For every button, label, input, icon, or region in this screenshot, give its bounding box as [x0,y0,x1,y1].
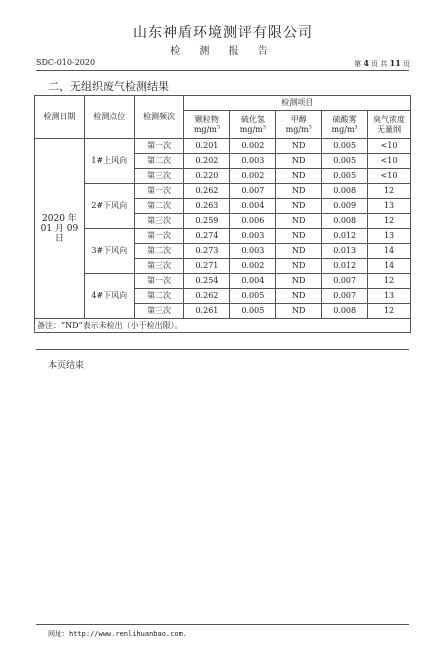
value-cell: 0.012 [322,259,368,274]
header-item-4 [368,111,411,139]
item-unit [230,125,275,135]
header-item-0 [184,111,230,139]
page-number: 4 [363,58,369,68]
frequency-cell: 第一次 [134,229,184,244]
frequency-cell: 第三次 [134,214,184,229]
date-line: 01 月 09 [40,223,79,234]
value-cell: 0.013 [322,244,368,259]
frequency-cell: 第二次 [134,199,184,214]
results-table [34,95,411,333]
value-cell: 0.004 [230,199,276,214]
value-cell: ND [276,139,322,154]
value-cell: 14 [368,244,411,259]
frequency-cell: 第三次 [134,259,184,274]
value-cell: 0.271 [184,259,230,274]
item-name: 甲醇 [290,114,307,124]
value-cell: 0.005 [322,154,368,169]
value-cell: 12 [368,274,411,289]
frequency-cell: 第二次 [134,154,184,169]
value-cell: 0.008 [322,304,368,319]
value-cell: 0.007 [230,184,276,199]
unit-base: 无量纲 [377,124,402,134]
date-cell [35,139,85,319]
value-cell: 0.259 [184,214,230,229]
value-cell: ND [276,184,322,199]
unit-exponent: 3 [354,123,358,130]
value-cell: 0.273 [184,244,230,259]
value-cell: 0.003 [230,229,276,244]
value-cell: 0.005 [322,139,368,154]
value-cell: 0.008 [322,214,368,229]
table-row [35,229,411,244]
value-cell: 0.007 [322,289,368,304]
value-cell: 0.008 [322,184,368,199]
footer-divider [36,624,409,625]
value-cell: 0.007 [322,274,368,289]
header-divider [36,70,409,71]
value-cell: ND [276,214,322,229]
value-cell: 0.202 [184,154,230,169]
value-cell: ND [276,289,322,304]
document-number: SDC-010-2020 [36,58,96,67]
unit-base: mg/m [239,124,263,134]
header-item-2 [276,111,322,139]
header-row [35,96,411,111]
value-cell: 0.262 [184,289,230,304]
unit-exponent: 3 [262,123,266,130]
value-cell: 0.005 [230,289,276,304]
note-cell: 备注：“ND”表示未检出（小于检出限）。 [35,319,411,333]
frequency-cell: 第三次 [134,304,184,319]
header-item-1 [230,111,276,139]
page-end-text: 本页结束 [48,361,85,371]
table-row [35,139,411,154]
unit-base: mg/m [331,124,355,134]
item-name: 硫酸雾 [332,114,357,124]
header-frequency: 检测频次 [134,96,184,139]
page-prefix: 第 [354,60,362,68]
value-cell: ND [276,259,322,274]
frequency-cell: 第一次 [134,139,184,154]
value-cell: <10 [368,154,411,169]
value-cell: 12 [368,304,411,319]
frequency-cell: 第三次 [134,169,184,184]
point-cell: 4#下风向 [84,274,134,319]
point-cell: 1#上风向 [84,139,134,184]
value-cell: 12 [368,184,411,199]
value-cell: 0.254 [184,274,230,289]
value-cell: 0.005 [230,304,276,319]
company-name: 山东神盾环境测评有限公司 [133,25,313,41]
value-cell: ND [276,169,322,184]
frequency-cell: 第一次 [134,274,184,289]
page-mid: 页 共 [371,60,388,68]
frequency-cell: 第二次 [134,244,184,259]
note-row [35,319,411,333]
item-name: 颗粒物 [194,114,219,124]
value-cell: 0.201 [184,139,230,154]
item-unit [368,125,410,135]
page-indicator [354,58,410,69]
header-date: 检测日期 [35,96,85,139]
unit-base: mg/m [193,124,217,134]
value-cell: 0.220 [184,169,230,184]
unit-exponent: 3 [308,123,312,130]
table-row [35,274,411,289]
value-cell: 14 [368,259,411,274]
point-cell: 3#下风向 [84,229,134,274]
value-cell: <10 [368,169,411,184]
value-cell: 0.006 [230,214,276,229]
value-cell: 0.261 [184,304,230,319]
value-cell: ND [276,274,322,289]
unit-exponent: 3 [216,123,221,130]
value-cell: ND [276,244,322,259]
value-cell: 0.274 [184,229,230,244]
value-cell: 0.012 [322,229,368,244]
value-cell: 13 [368,199,411,214]
frequency-cell: 第二次 [134,289,184,304]
page-suffix: 页 [403,60,410,68]
value-cell: 12 [368,214,411,229]
value-cell: 0.004 [230,274,276,289]
value-cell: ND [276,304,322,319]
item-unit [322,125,367,135]
value-cell: 0.003 [230,154,276,169]
item-unit [276,125,321,135]
value-cell: 0.002 [230,169,276,184]
value-cell: 0.009 [322,199,368,214]
frequency-cell: 第一次 [134,184,184,199]
value-cell: 0.263 [184,199,230,214]
value-cell: 13 [368,229,411,244]
item-unit [184,125,229,135]
value-cell: 13 [368,289,411,304]
section-title: 二、无组织废气检测结果 [48,80,169,93]
value-cell: <10 [368,139,411,154]
header-item-3 [322,111,368,139]
point-cell: 2#下风向 [84,184,134,229]
table-row [35,184,411,199]
end-divider [36,349,409,350]
value-cell: ND [276,199,322,214]
date-line: 日 [54,233,64,244]
page-total: 11 [389,58,401,68]
value-cell: ND [276,154,322,169]
value-cell: 0.262 [184,184,230,199]
document-type: 检 测 报 告 [170,46,276,57]
value-cell: 0.002 [230,139,276,154]
header-point: 检测点位 [84,96,134,139]
value-cell: ND [276,229,322,244]
item-name: 硫化氢 [240,114,265,124]
value-cell: 0.005 [322,169,368,184]
value-cell: 0.003 [230,244,276,259]
header-items: 检测项目 [184,96,411,111]
footer-website: 网址：http://www.renlihuanbao.com. [48,630,188,638]
date-line: 2020 年 [42,213,77,224]
value-cell: 0.002 [230,259,276,274]
item-name: 臭气浓度 [373,114,406,124]
unit-base: mg/m [285,124,309,134]
